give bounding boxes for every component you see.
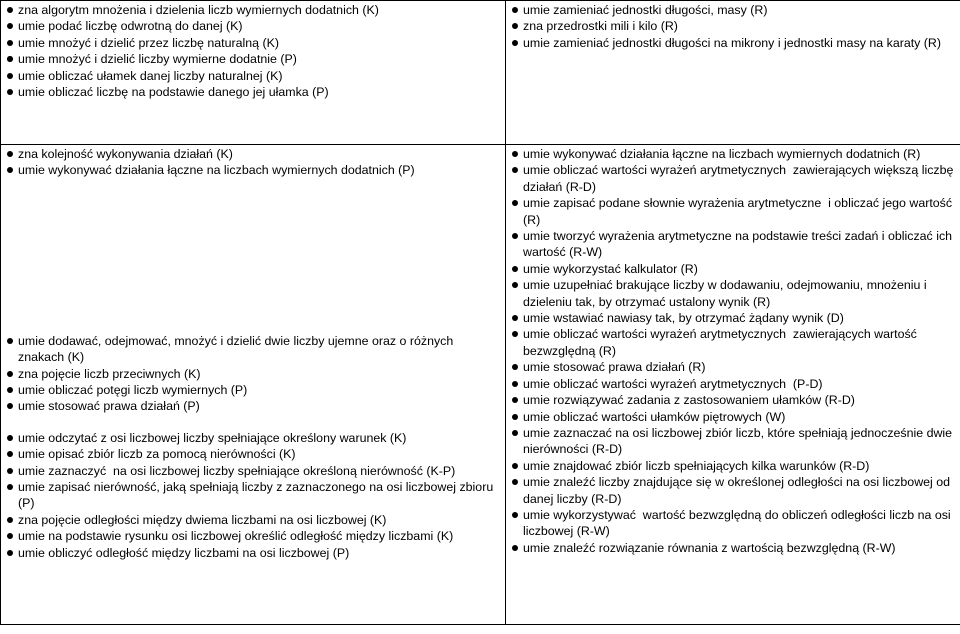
list-item: umie zamieniać jednostki długości, masy (R) xyxy=(510,2,960,18)
list-item: umie uzupełniać brakujące liczby w dodawaniu, odejmowaniu, mnożeniu i dzieleniu tak, by otrzymać ustalony wynik (R) xyxy=(510,277,960,310)
list-item: umie znajdować zbiór liczb spełniających kilka warunków (R-D) xyxy=(510,458,960,474)
list-item: umie obliczać wartości wyrażeń arytmetycznych zawierających wartość bezwzględną (R) xyxy=(510,326,960,359)
list-item: umie obliczyć odległość między liczbami na osi liczbowej (P) xyxy=(5,545,502,561)
list-item: umie znaleźć rozwiązanie równania z wartością bezwzględną (R-W) xyxy=(510,540,960,556)
bullet-list xyxy=(5,146,502,179)
list-item: zna kolejność wykonywania działań (K) xyxy=(5,146,502,162)
list-item: zna pojęcie odległości między dwiema liczbami na osi liczbowej (K) xyxy=(5,512,502,528)
list-item: zna algorytm mnożenia i dzielenia liczb wymiernych dodatnich (K) xyxy=(5,2,502,18)
list-item: umie zapisać nierówność, jaką spełniają liczby z zaznaczonego na osi liczbowej zbioru (P) xyxy=(5,479,502,512)
bullet-list xyxy=(510,146,960,326)
bullet-list xyxy=(5,2,502,100)
list-item: umie zapisać podane słownie wyrażenia arytmetyczne i obliczać jego wartość (R) xyxy=(510,195,960,228)
list-item: umie obliczać liczbę na podstawie danego jej ułamka (P) xyxy=(5,84,502,100)
bullet-list xyxy=(510,425,960,556)
list-item: umie na podstawie rysunku osi liczbowej określić odległość między liczbami (K) xyxy=(5,528,502,544)
table-row xyxy=(1,145,960,625)
list-item: umie obliczać potęgi liczb wymiernych (P) xyxy=(5,382,502,398)
list-item: umie wykonywać działania łączne na liczbach wymiernych dodatnich (P) xyxy=(5,162,502,178)
list-item: umie znaleźć liczby znajdujące się w określonej odległości na osi liczbowej od danej liczby (R-D) xyxy=(510,474,960,507)
list-item: umie opisać zbiór liczb za pomocą nierówności (K) xyxy=(5,446,502,462)
list-item: umie odczytać z osi liczbowej liczby spełniające określony warunek (K) xyxy=(5,430,502,446)
list-item: umie tworzyć wyrażenia arytmetyczne na podstawie treści zadań i obliczać ich wartość (R-W) xyxy=(510,228,960,261)
table-row xyxy=(1,1,960,145)
list-item: zna pojęcie liczb przeciwnych (K) xyxy=(5,366,502,382)
cell-top-left xyxy=(1,1,506,145)
cell-top-right xyxy=(506,1,960,145)
list-item: umie obliczać wartości wyrażeń arytmetycznych zawierających większą liczbę działań (R-D) xyxy=(510,162,960,195)
cell-bottom-left xyxy=(1,145,506,625)
list-item: zna przedrostki mili i kilo (R) xyxy=(510,18,960,34)
list-item: umie wykorzystać kalkulator (R) xyxy=(510,261,960,277)
bullet-list xyxy=(5,333,502,415)
bullet-list xyxy=(5,430,502,561)
list-item: umie obliczać wartości ułamków piętrowych (W) xyxy=(510,409,960,425)
list-item: umie mnożyć i dzielić liczby wymierne dodatnie (P) xyxy=(5,51,502,67)
list-item: umie wykorzystywać wartość bezwzględną do obliczeń odległości liczb na osi liczbowej (R-W) xyxy=(510,507,960,540)
list-item: umie zaznaczyć na osi liczbowej liczby spełniające określoną nierówność (K-P) xyxy=(5,463,502,479)
list-item: umie zaznaczać na osi liczbowej zbiór liczb, które spełniają jednocześnie dwie nierówności (R-D) xyxy=(510,425,960,458)
list-item: umie rozwiązywać zadania z zastosowaniem ułamków (R-D) xyxy=(510,392,960,408)
bullet-list xyxy=(510,2,960,51)
list-item: umie mnożyć i dzielić przez liczbę naturalną (K) xyxy=(5,35,502,51)
bullet-list xyxy=(510,326,960,424)
list-item: umie wstawiać nawiasy tak, by otrzymać żądany wynik (D) xyxy=(510,310,960,326)
list-item: umie wykonywać działania łączne na liczbach wymiernych dodatnich (R) xyxy=(510,146,960,162)
list-item: umie podać liczbę odwrotną do danej (K) xyxy=(5,18,502,34)
list-item: umie stosować prawa działań (R) xyxy=(510,359,960,375)
cell-bottom-right xyxy=(506,145,960,625)
list-item: umie dodawać, odejmować, mnożyć i dzielić dwie liczby ujemne oraz o różnych znakach (K) xyxy=(5,333,502,366)
list-item: umie zamieniać jednostki długości na mikrony i jednostki masy na karaty (R) xyxy=(510,35,960,51)
list-item: umie obliczać wartości wyrażeń arytmetycznych (P-D) xyxy=(510,376,960,392)
list-item: umie stosować prawa działań (P) xyxy=(5,398,502,414)
list-item: umie obliczać ułamek danej liczby naturalnej (K) xyxy=(5,68,502,84)
